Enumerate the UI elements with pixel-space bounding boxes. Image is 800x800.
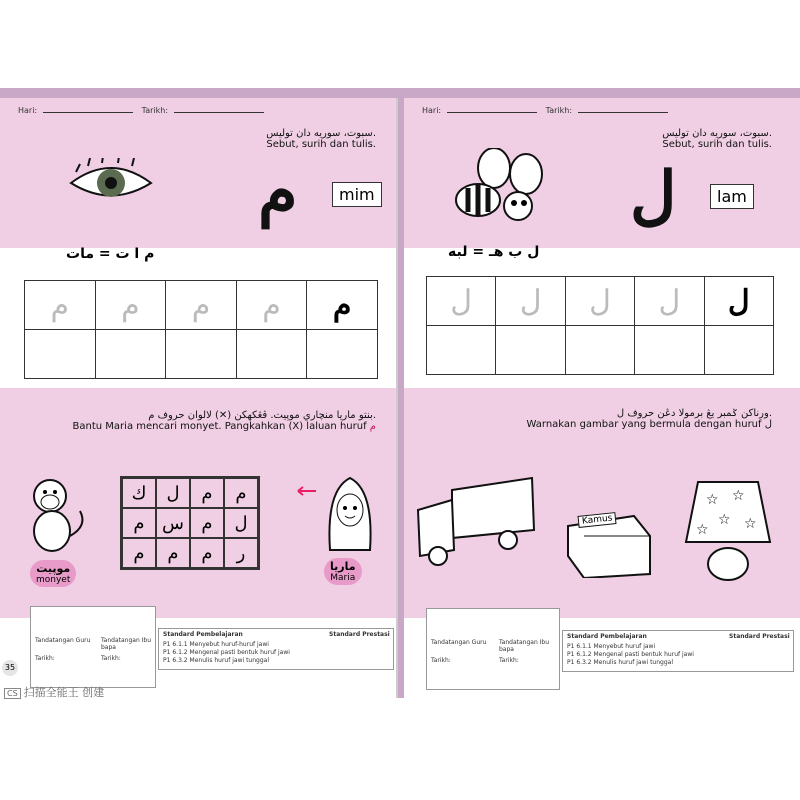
ibubapa-label: Tandatangan Ibu bapa [499,639,550,653]
svg-text:☆: ☆ [732,488,745,504]
task-instruction [16,410,376,432]
trace-cell[interactable]: ل [496,277,565,325]
lorry-icon [412,470,542,570]
task-rumi: Warnakan gambar yang bermula dengan huruf [526,419,762,430]
left-page [0,98,398,698]
tarikh-ibubapa: Tarikh: [499,657,519,664]
write-cell[interactable] [496,326,565,374]
guru-label: Tandatangan Guru [431,639,487,646]
standard-pembelajaran: Standard Pembelajaran [567,633,647,640]
signature-box [30,606,156,688]
tracing-row [25,281,377,329]
tarikh-line [174,112,264,113]
bee-icon [444,148,554,238]
tracing-row [427,277,773,325]
monkey-rumi: monyet [36,575,71,585]
tracing-grid [24,280,378,379]
hari-line [447,112,537,113]
maria-rumi: Maria [330,573,356,583]
trace-cell[interactable]: م [25,281,96,329]
instruction [266,128,376,150]
maze-cell[interactable]: ك [122,478,156,508]
spelling-equation: م ا ت = مات [66,246,155,262]
task-instruction [422,408,772,430]
maze-cell[interactable]: ل [156,478,190,508]
guru-label: Tandatangan Guru [35,637,91,644]
scanner-text: 扫描全能王 创建 [23,686,105,699]
svg-text:☆: ☆ [718,512,731,528]
lamp-icon [682,478,774,584]
maze-cell[interactable]: م [190,508,224,538]
write-cell[interactable] [237,330,308,378]
write-cell[interactable] [307,330,377,378]
tarikh-guru: Tarikh: [35,655,55,662]
standard-item: P1 6.1.1 Menyebut huruf-huruf jawi [163,641,269,648]
maze-cell[interactable]: م [122,508,156,538]
big-letter: م [258,154,298,229]
standard-item: P1 6.3.2 Menulis huruf jawi tunggal [567,659,673,666]
standard-prestasi: Standard Prestasi [729,633,790,640]
monkey-label [30,560,76,587]
arrow-left-icon [290,486,318,496]
signature-box [426,608,560,690]
standard-pembelajaran: Standard Pembelajaran [163,631,243,638]
hari-label: Hari: [18,106,38,115]
top-band [0,98,396,248]
instruction-rumi: Sebut, surih dan tulis. [662,139,772,150]
maria-label [324,558,362,585]
page-number: 35 [2,660,18,676]
eye-icon [66,158,156,208]
standard-item: P1 6.1.2 Mengenal pasti bentuk huruf jawi [567,651,694,658]
maze-cell[interactable]: م [190,478,224,508]
tarikh-guru: Tarikh: [431,657,451,664]
instruction-rumi: Sebut, surih dan tulis. [266,139,376,150]
instruction-jawi: سبوت، سوريه دان توليس. [662,128,772,139]
maze-cell[interactable]: ر [224,538,258,568]
write-cell[interactable] [705,326,773,374]
write-cell[interactable] [635,326,704,374]
trace-cell-example: ل [727,283,750,319]
maze-cell[interactable]: م [190,538,224,568]
task-letter: ل [764,419,772,430]
spelling-equation: ل ب هـ = لبه [448,244,540,260]
svg-text:☆: ☆ [706,492,719,508]
maze-grid [120,476,260,570]
svg-text:☆: ☆ [696,522,709,538]
standard-item: P1 6.1.1 Menyebut huruf jawi [567,643,656,650]
svg-text:☆: ☆ [744,516,757,532]
tracing-grid [426,276,774,375]
write-cell[interactable] [566,326,635,374]
trace-cell[interactable]: م [237,281,308,329]
big-letter: ل [630,158,677,233]
instruction [662,128,772,150]
right-page [404,98,800,698]
write-cell[interactable] [96,330,167,378]
hari-label: Hari: [422,106,442,115]
maze-cell[interactable]: ل [224,508,258,538]
tarikh-label: Tarikh: [141,106,169,115]
write-cell[interactable] [25,330,96,378]
maze-cell[interactable]: س [156,508,190,538]
kamus-label: Kamus [577,512,616,528]
maze-cell[interactable]: م [122,538,156,568]
trace-cell[interactable]: ل [427,277,496,325]
task-letter: م [369,421,376,432]
standard-item: P1 6.3.2 Menulis huruf jawi tunggal [163,657,269,664]
maze-cell[interactable]: م [156,538,190,568]
task-jawi: ورناکن ݢمبر يڠ برمولا دڠن حروف ل. [616,408,772,419]
tarikh-label: Tarikh: [545,106,573,115]
write-cell[interactable] [427,326,496,374]
tarikh-ibubapa: Tarikh: [101,655,121,662]
writing-row [427,325,773,374]
trace-cell[interactable]: م [96,281,167,329]
word-box: mim [332,182,382,207]
trace-cell[interactable]: ل [635,277,704,325]
trace-cell-example: م [332,287,352,323]
monkey-icon [20,476,90,556]
scanner-watermark: CS 扫描全能王 创建 [4,684,104,700]
trace-cell[interactable]: ل [566,277,635,325]
ibubapa-label: Tandatangan Ibu bapa [101,637,152,651]
maze-cell[interactable]: م [224,478,258,508]
monkey-jawi: موڽيت [36,562,71,575]
girl-icon [322,470,378,560]
page-header [422,106,674,115]
instruction-jawi: سبوت، سوريه دان توليس. [266,128,376,139]
trace-cell[interactable]: م [166,281,237,329]
standard-prestasi: Standard Prestasi [329,631,390,638]
task-rumi: Bantu Maria mencari monyet. Pangkahkan (X) laluan huruf [72,421,367,432]
standard-box [562,630,794,672]
tarikh-line [578,112,668,113]
writing-row [25,329,377,378]
standard-box [158,628,394,670]
write-cell[interactable] [166,330,237,378]
task-jawi: بنتو ماريا منچاري موڽيت. ڤڠکهکن (✕) لالوان حروف م. [148,410,376,421]
standard-item: P1 6.1.2 Mengenal pasti bentuk huruf jawi [163,649,290,656]
page-header [18,106,270,115]
hari-line [43,112,133,113]
word-box: lam [710,184,754,209]
maria-jawi: ماريا [330,560,356,573]
